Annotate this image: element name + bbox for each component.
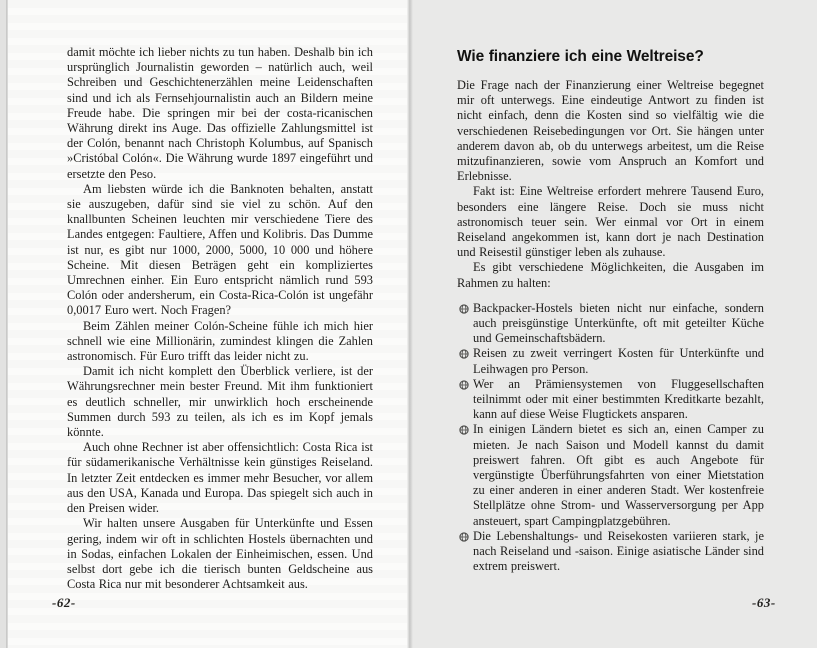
list-item-text: Reisen zu zweit verringert Kosten für Unterkünfte und Leihwagen pro Person. xyxy=(473,346,764,376)
right-page xyxy=(413,0,817,648)
page-number: -62- xyxy=(52,595,76,610)
left-page xyxy=(8,0,407,648)
paragraph: Fakt ist: Eine Weltreise erfordert mehrere Tausend Euro, besonders eine längere Reise. Doch sie muss nicht astronomisch teuer sein. Wer einmal vor Ort in einem Reiseland angekommen ist, kann dort je nach Destination und Reisestil günstiger leben als zuhause. xyxy=(457,184,764,260)
list-item-text: Wer an Prämiensystemen von Fluggesellschaften teilnimmt oder mit einer bestimmten Kreditkarte bezahlt, kann auf diese Weise Flugtickets ansparen. xyxy=(473,376,764,422)
list-item-text: Backpacker-Hostels bieten nicht nur einfache, sondern auch preisgünstige Unterkünfte, oft mit geteilter Küche und Gemeinschaftsbädern. xyxy=(473,300,764,346)
list-item xyxy=(460,422,764,528)
globe-icon xyxy=(459,532,469,542)
page-number: -63- xyxy=(752,595,776,610)
globe-icon xyxy=(459,380,469,390)
list-item-text: In einigen Ländern bietet es sich an, einen Camper zu mieten. Je nach Saison und Modell kannst du damit preiswert fahren. Oft gibt es auch Angebote für vergünstigte Überführungsfahrten von einer Mietstation zu einer anderen in einer anderen Stadt. Wer kostenfreie Stellplätze ohne Strom- und Wasserversorgung per App ansteuert, spart Campingplatzgebühren. xyxy=(473,422,764,528)
paragraph: Auch ohne Rechner ist aber offensichtlich: Costa Rica ist für südamerikanische Verhältnisse kein günstiges Reiseland. In letzter Zeit entdecken es immer mehr Besucher, vor allem aus den USA, Kanada und Europa. Das spiegelt sich auch in den Preisen wider. xyxy=(67,440,373,516)
paragraph: Es gibt verschiedene Möglichkeiten, die Ausgaben im Rahmen zu halten: xyxy=(457,260,764,290)
paragraph: Damit ich nicht komplett den Überblick verliere, ist der Währungsrechner mein bester Freund. Mit ihm funktioniert es deutlich schneller, mir unwirklich hoch erscheinende Summen durch 593 zu teilen, als ich es im Kopf jemals könnte. xyxy=(67,364,373,440)
tips-list xyxy=(457,301,764,575)
globe-icon xyxy=(459,304,469,314)
paragraph: Am liebsten würde ich die Banknoten behalten, anstatt sie auszugeben, dafür sind sie viel zu schön. Auf den knallbunten Scheinen leuchten mir verschiedene Tiere des Landes entgegen: Faultiere, Affen und Kolibris. Das Dumme ist nur, es gibt nur 1000, 2000, 5000, 10 000 und höhere Scheine. Mit diesen Beträgen geht ein kompliziertes Umrechnen einher. Ein Euro entspricht nämlich rund 593 Colón oder andersherum, ein Costa-Rica-Colón ist ungefähr 0,0017 Euro wert. Noch Fragen? xyxy=(67,181,373,318)
book-edge xyxy=(0,0,7,648)
list-item xyxy=(460,346,764,376)
globe-icon xyxy=(459,349,469,359)
paragraph: damit möchte ich lieber nichts zu tun haben. Deshalb bin ich ursprünglich Journalistin geworden – natürlich auch, weil Schreiben und Geschichtenerzählen meine Leidenschaften sind und ich als Fernsehjournalistin auch an Bildern meine Freude habe. Die springen mir bei der costa-ricanischen Währung direkt ins Auge. Das offizielle Zahlungsmittel ist der Colón, benannt nach Christoph Kolumbus, auf Spanisch »Cristóbal Colón«. Die Währung wurde 1897 eingeführt und ersetzte den Peso. xyxy=(67,45,373,181)
paragraph: Wir halten unsere Ausgaben für Unterkünfte und Essen gering, indem wir oft in schlichten Hostels übernachten und in Sodas, einfachen Lokalen der Einheimischen, essen. Und selbst dort gebe ich die tierisch bunten Geldscheine aus Costa Rica nur mit besonderer Achtsamkeit aus. xyxy=(67,516,373,592)
list-item xyxy=(460,377,764,423)
list-item-text: Die Lebenshaltungs- und Reisekosten variieren stark, je nach Reiseland und -saison. Einige asiatische Länder sind extrem preiswert. xyxy=(473,528,764,574)
list-item xyxy=(460,529,764,575)
right-page-text xyxy=(457,48,764,575)
globe-icon xyxy=(459,425,469,435)
paragraph: Die Frage nach der Finanzierung einer Weltreise begegnet mir oft unterwegs. Eine eindeutige Antwort zu finden ist nicht einfach, denn die Kosten sind so vielfältig wie die verschiedenen Reisebedingungen vor Ort. Sie hängen unter anderem davon ab, ob du unterwegs arbeitest, um die Reise mitzufinanzieren, sowie vom Anspruch an Komfort und Erlebnisse. xyxy=(457,78,764,184)
list-item xyxy=(460,301,764,347)
paragraph: Beim Zählen meiner Colón-Scheine fühle ich mich hier schnell wie eine Millionärin, zumindest klingen die Zahlen astronomisch. Für Euro trifft das leider nicht zu. xyxy=(67,318,373,364)
chapter-heading: Wie finanziere ich eine Weltreise? xyxy=(457,48,704,65)
left-page-text xyxy=(67,45,373,592)
